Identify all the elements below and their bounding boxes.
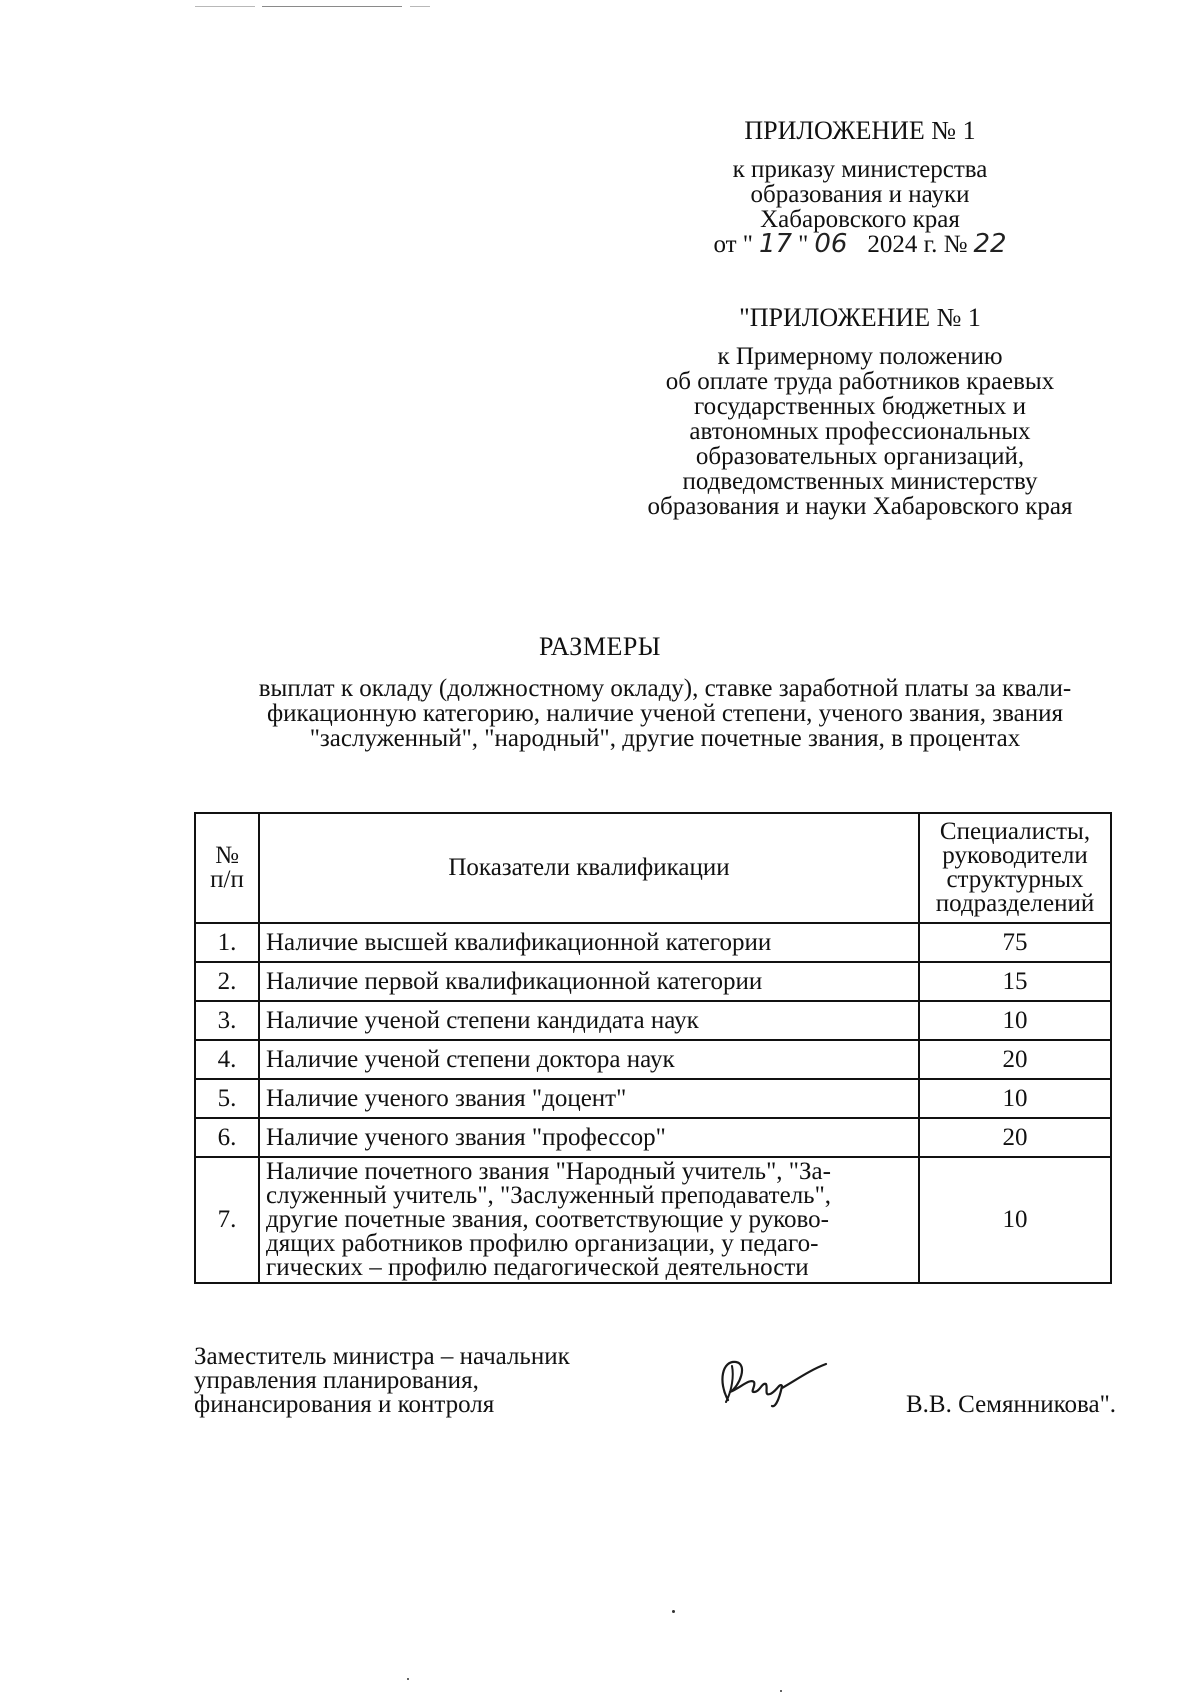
table-header-row xyxy=(195,813,1111,923)
appendix-line: образования и науки xyxy=(750,181,970,208)
row-indicator-line: служенный учитель", "Заслуженный преподаватель", xyxy=(266,1182,832,1209)
scan-speck xyxy=(407,1678,409,1680)
header-indicator: Показатели квалификации xyxy=(259,813,919,923)
row-indicator-line: другие почетные звания, соответствующие у руково- xyxy=(266,1206,829,1233)
appendix-line: Хабаровского края xyxy=(760,206,960,233)
position-line: финансирования и контроля xyxy=(194,1391,495,1418)
row-indicator: Наличие ученого звания "доцент" xyxy=(259,1079,919,1118)
document-subheading xyxy=(190,676,1140,751)
order-date-line xyxy=(660,229,1060,259)
quoted-appendix-line: автономных профессиональных xyxy=(689,418,1031,445)
row-number: 7. xyxy=(195,1157,259,1283)
quoted-appendix-line: к Примерному положению xyxy=(717,343,1003,370)
header-value-line: Специалисты, xyxy=(939,818,1091,845)
header-value-line: подразделений xyxy=(935,890,1095,917)
header-number-abbr: п/п xyxy=(210,866,244,893)
row-indicator-line: Наличие почетного звания "Народный учитель", "За- xyxy=(266,1158,831,1185)
appendix-header xyxy=(660,118,1060,257)
date-quote: " xyxy=(798,231,809,258)
handwritten-signature xyxy=(710,1352,830,1412)
order-number-handwritten: 22 xyxy=(973,229,1007,259)
table-row xyxy=(195,1001,1111,1040)
subheading-line: "заслуженный", "народный", другие почетные звания, в процентах xyxy=(309,725,1021,752)
document-heading: РАЗМЕРЫ xyxy=(539,632,661,661)
quoted-appendix-line: образования и науки Хабаровского края xyxy=(647,493,1073,520)
date-year: 2024 г. № xyxy=(867,231,968,258)
header-number-sign: № xyxy=(215,842,239,869)
table-row xyxy=(195,1079,1111,1118)
row-number: 3. xyxy=(195,1001,259,1040)
appendix-title: ПРИЛОЖЕНИЕ № 1 xyxy=(744,116,976,145)
row-value: 10 xyxy=(919,1079,1111,1118)
date-prefix: от " xyxy=(713,231,753,258)
row-value: 20 xyxy=(919,1118,1111,1157)
row-number: 6. xyxy=(195,1118,259,1157)
quoted-appendix-line: об оплате труда работников краевых xyxy=(665,368,1055,395)
scan-artifact xyxy=(262,6,402,7)
quoted-appendix-title: "ПРИЛОЖЕНИЕ № 1 xyxy=(739,303,981,332)
position-line: Заместитель министра – начальник xyxy=(194,1343,570,1370)
row-value: 15 xyxy=(919,962,1111,1001)
qualification-table xyxy=(194,812,1112,1284)
row-number: 1. xyxy=(195,923,259,962)
quoted-appendix-line: образовательных организаций, xyxy=(695,443,1025,470)
position-line: управления планирования, xyxy=(194,1367,479,1394)
row-number: 4. xyxy=(195,1040,259,1079)
quoted-appendix-header xyxy=(600,305,1120,519)
date-day-handwritten: 17 xyxy=(759,229,793,259)
row-indicator-line: гических – профилю педагогической деятельности xyxy=(266,1254,809,1281)
table-row xyxy=(195,1157,1111,1283)
row-indicator: Наличие первой квалификационной категории xyxy=(259,962,919,1001)
scan-artifact xyxy=(195,6,255,7)
table-row xyxy=(195,923,1111,962)
scan-artifact xyxy=(410,6,430,7)
row-number: 5. xyxy=(195,1079,259,1118)
row-indicator: Наличие ученой степени кандидата наук xyxy=(259,1001,919,1040)
scan-speck xyxy=(780,1690,782,1692)
row-indicator xyxy=(259,1157,919,1283)
row-indicator-line: дящих работников профилю организации, у педаго- xyxy=(266,1230,819,1257)
quoted-appendix-line: государственных бюджетных и xyxy=(694,393,1026,420)
row-number: 2. xyxy=(195,962,259,1001)
date-month-handwritten: 06 xyxy=(814,229,848,259)
table-row xyxy=(195,1040,1111,1079)
table-row xyxy=(195,1118,1111,1157)
signatory-name: В.В. Семянникова". xyxy=(906,1391,1117,1418)
table-row xyxy=(195,962,1111,1001)
scan-speck xyxy=(672,1610,675,1613)
appendix-line: к приказу министерства xyxy=(732,156,988,183)
row-indicator: Наличие ученого звания "профессор" xyxy=(259,1118,919,1157)
subheading-line: фикационную категорию, наличие ученой степени, ученого звания, звания xyxy=(266,700,1064,727)
header-number xyxy=(195,813,259,923)
row-value: 10 xyxy=(919,1157,1111,1283)
signatory-position xyxy=(194,1345,570,1417)
row-value: 20 xyxy=(919,1040,1111,1079)
header-value xyxy=(919,813,1111,923)
header-value-line: руководители xyxy=(942,842,1088,869)
row-indicator: Наличие ученой степени доктора наук xyxy=(259,1040,919,1079)
header-value-line: структурных xyxy=(946,866,1084,893)
row-indicator: Наличие высшей квалификационной категории xyxy=(259,923,919,962)
row-value: 75 xyxy=(919,923,1111,962)
subheading-line: выплат к окладу (должностному окладу), ставке заработной платы за квали- xyxy=(258,675,1072,702)
quoted-appendix-line: подведомственных министерству xyxy=(682,468,1038,495)
row-value: 10 xyxy=(919,1001,1111,1040)
